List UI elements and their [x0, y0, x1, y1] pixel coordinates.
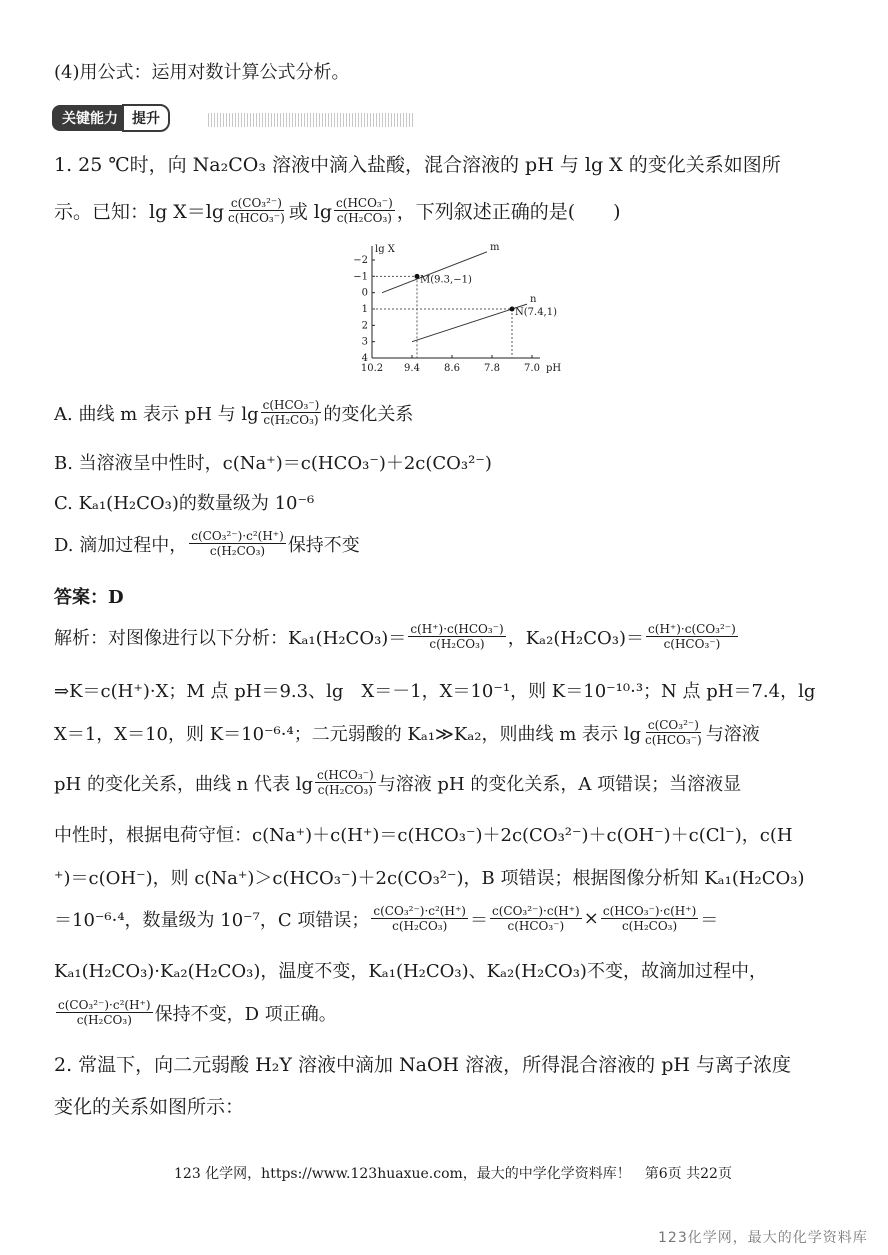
analysis-l7-end: ＝	[700, 909, 719, 931]
analysis-l7a: ＝10⁻⁶·⁴，数量级为 10⁻⁷，C 项错误；	[54, 909, 370, 931]
analysis-l7-eq: ＝	[469, 909, 488, 931]
option-d-frac	[189, 529, 286, 558]
point-label: M(9.3,−1)	[420, 274, 472, 286]
analysis-l9b: 保持不变，D 项正确。	[154, 1003, 337, 1025]
analysis-l3-frac-num: c(CO₃²⁻)	[647, 718, 699, 732]
analysis-l9-frac-den: c(H₂CO₃)	[76, 1013, 132, 1027]
analysis-l9-frac	[56, 998, 153, 1027]
badge-hatch	[208, 113, 413, 127]
y-tick-label: 4	[361, 353, 368, 364]
option-d-text2: 保持不变	[287, 534, 360, 556]
watermark: 123化学网，最大的化学资料库	[658, 1230, 868, 1246]
analysis-line7	[54, 904, 718, 933]
analysis-l7-frac2	[490, 904, 582, 933]
analysis-l4-frac-num: c(HCO₃⁻)	[316, 768, 374, 782]
analysis-l4-frac	[315, 768, 376, 797]
series-label-m: m	[490, 241, 500, 253]
analysis-l7-frac1-num: c(CO₃²⁻)·c²(H⁺)	[373, 904, 466, 918]
option-a-frac	[261, 398, 322, 427]
analysis-line8: Kₐ₁(H₂CO₃)·Kₐ₂(H₂CO₃)，温度不变，Kₐ₁(H₂CO₃)、Kₐ₂(H₂CO₃)不变，故滴加过程中，	[54, 961, 767, 982]
series-label-n: n	[530, 294, 537, 306]
option-a-text2: 的变化关系	[323, 403, 414, 425]
x-axis-label: pH	[546, 363, 562, 374]
analysis-l7-frac1	[371, 904, 468, 933]
q1-frac2-den: c(H₂CO₃)	[336, 211, 392, 225]
y-tick-label: −2	[353, 255, 368, 266]
option-c: C. Kₐ₁(H₂CO₃)的数量级为 10⁻⁶	[54, 493, 315, 514]
option-d	[54, 529, 360, 558]
analysis-l3b: 与溶液	[705, 723, 760, 745]
analysis-l1b: ，Kₐ₂(H₂CO₃)＝	[507, 627, 645, 649]
option-d-frac-num: c(CO₃²⁻)·c²(H⁺)	[191, 529, 284, 543]
series-line-m	[382, 252, 487, 293]
lgx-ph-chart	[340, 238, 562, 378]
analysis-line4	[54, 768, 741, 797]
analysis-l7-frac3-den: c(H₂CO₃)	[621, 919, 678, 933]
option-a-frac-den: c(H₂CO₃)	[263, 413, 319, 427]
analysis-line9	[54, 998, 337, 1027]
q1-frac1	[226, 196, 287, 225]
q1-l2b: 或 lg	[288, 201, 333, 223]
analysis-l1-frac1-den: c(H₂CO₃)	[429, 637, 485, 651]
analysis-l9-frac-num: c(CO₃²⁻)·c²(H⁺)	[58, 998, 151, 1012]
answer-value: D	[108, 587, 124, 608]
analysis-l7-times: ×	[583, 908, 599, 929]
analysis-l3a: X＝1，X＝10，则 K＝10⁻⁶·⁴；二元弱酸的 Kₐ₁≫Kₐ₂，则曲线 m 表示 lg	[54, 723, 642, 745]
y-tick-label: 3	[361, 336, 368, 348]
y-axis-label: lg X	[375, 244, 395, 255]
y-tick-label: 0	[361, 287, 368, 299]
option-a-text1: A. 曲线 m 表示 pH 与 lg	[54, 403, 259, 425]
option-a-frac-num: c(HCO₃⁻)	[262, 398, 320, 412]
point-marker	[510, 307, 515, 312]
q1-frac2	[334, 196, 395, 225]
analysis-l7-frac2-den: c(HCO₃⁻)	[507, 919, 565, 933]
analysis-line6: ⁺)＝c(OH⁻)，则 c(Na⁺)＞c(HCO₃⁻)＋2c(CO₃²⁻)，B 项错误；根据图像分析知 Kₐ₁(H₂CO₃)	[54, 868, 805, 889]
x-tick-label: 8.6	[444, 363, 460, 374]
page-footer: 123 化学网，https://www.123huaxue.com，最大的中学化学资料库！ 第6页 共22页	[174, 1166, 732, 1182]
option-d-text1: D. 滴加过程中，	[54, 534, 188, 556]
q2-line1: 2. 常温下，向二元弱酸 H₂Y 溶液中滴加 NaOH 溶液，所得混合溶液的 pH 与离子浓度	[54, 1054, 791, 1076]
analysis-l7-frac3	[601, 904, 698, 933]
analysis-l4b: 与溶液 pH 的变化关系，A 项错误；当溶液显	[377, 773, 742, 795]
point-marker	[415, 274, 420, 279]
y-tick-label: 1	[361, 304, 368, 315]
q1-frac1-num: c(CO₃²⁻)	[230, 196, 282, 210]
analysis-l3-frac-den: c(HCO₃⁻)	[645, 733, 702, 747]
y-tick-label: 2	[361, 320, 368, 332]
option-a	[54, 398, 413, 427]
analysis-line5: 中性时，根据电荷守恒：c(Na⁺)＋c(H⁺)＝c(HCO₃⁻)＋2c(CO₃²⁻)＋c(OH⁻)＋c(Cl⁻)，c(H	[54, 825, 793, 846]
answer-line	[54, 583, 124, 609]
q1-line1: 1. 25 ℃时，向 Na₂CO₃ 溶液中滴入盐酸，混合溶液的 pH 与 lg X 的变化关系如图所	[54, 154, 781, 176]
badge-right: 提升	[122, 104, 170, 132]
answer-label: 答案：	[54, 587, 108, 608]
analysis-l1-frac2-num: c(H⁺)·c(CO₃²⁻)	[648, 622, 736, 636]
analysis-l7-frac3-num: c(HCO₃⁻)·c(H⁺)	[602, 904, 697, 918]
badge-left: 关键能力	[52, 105, 126, 131]
analysis-l1a: 解析：对图像进行以下分析：Kₐ₁(H₂CO₃)＝	[54, 627, 407, 649]
analysis-line1	[54, 622, 740, 651]
q1-frac2-num: c(HCO₃⁻)	[336, 196, 393, 210]
analysis-line2: ⇒K＝c(H⁺)·X；M 点 pH＝9.3、lg X＝－1，X＝10⁻¹，则 K＝10⁻¹⁰·³；N 点 pH＝7.4，lg	[54, 681, 816, 702]
analysis-l3-frac	[643, 718, 704, 747]
q1-frac1-den: c(HCO₃⁻)	[228, 211, 285, 225]
x-tick-label: 7.0	[524, 363, 540, 374]
point-label: N(7.4,1)	[515, 307, 557, 318]
q2-line2: 变化的关系如图所示：	[54, 1096, 245, 1118]
x-tick-label: 10.2	[360, 363, 384, 374]
analysis-l1-frac1-num: c(H⁺)·c(HCO₃⁻)	[410, 622, 504, 636]
analysis-l7-frac1-den: c(H₂CO₃)	[392, 919, 448, 933]
y-tick-label: −1	[353, 271, 368, 283]
analysis-line3	[54, 718, 760, 747]
analysis-l1-frac2-den: c(HCO₃⁻)	[663, 637, 721, 651]
analysis-l7-frac2-num: c(CO₃²⁻)·c(H⁺)	[491, 904, 580, 918]
x-tick-label: 9.4	[404, 363, 420, 374]
analysis-l1-frac2	[646, 622, 738, 651]
section-badge	[52, 106, 170, 130]
option-d-frac-den: c(H₂CO₃)	[209, 544, 266, 558]
option-b: B. 当溶液呈中性时，c(Na⁺)＝c(HCO₃⁻)＋2c(CO₃²⁻)	[54, 453, 492, 474]
x-tick-label: 7.8	[484, 363, 500, 374]
q1-l2a: 示。已知：lg X＝lg	[54, 201, 225, 223]
q1-line2	[54, 196, 621, 225]
q1-l2c: ，下列叙述正确的是( )	[396, 201, 621, 223]
analysis-l4a: pH 的变化关系，曲线 n 代表 lg	[54, 773, 313, 795]
analysis-l1-frac1	[408, 622, 505, 651]
intro-line: (4)用公式：运用对数计算公式分析。	[54, 62, 350, 83]
analysis-l4-frac-den: c(H₂CO₃)	[317, 783, 373, 797]
